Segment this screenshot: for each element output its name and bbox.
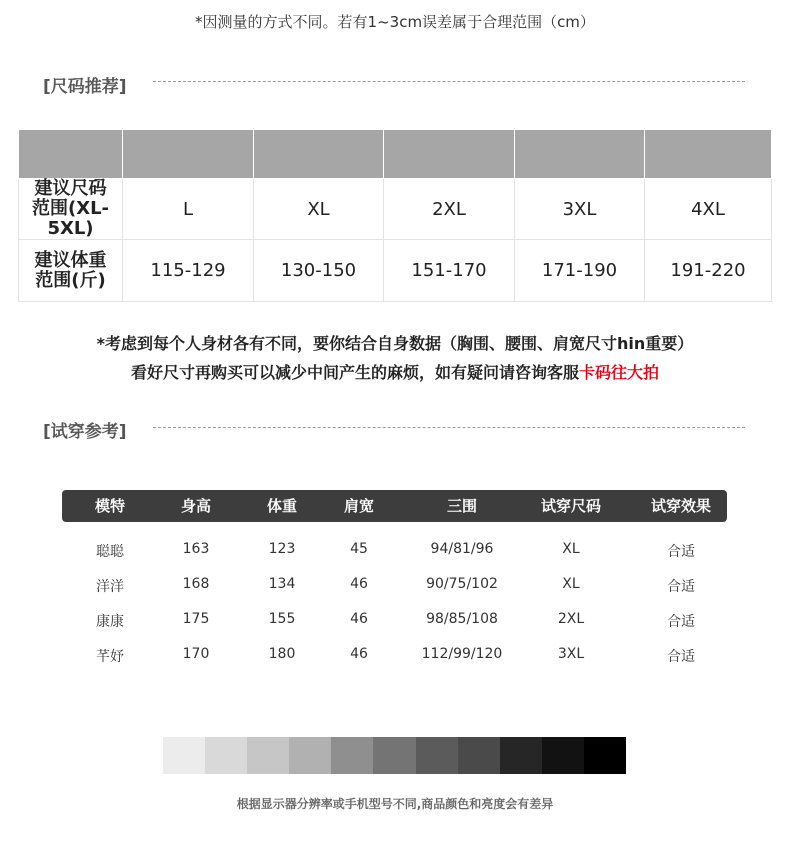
fit-cell: 合适 [667, 579, 695, 595]
body-data-note: *考虑到每个人身材各有不同，要你结合自身数据（胸围、腰围、肩宽尺寸hin重要） [96, 334, 694, 353]
gray-swatch [584, 737, 626, 774]
gray-swatch [542, 737, 584, 774]
gray-swatch [163, 737, 205, 774]
fit-cell: 合适 [667, 649, 695, 665]
gray-swatch [500, 737, 542, 774]
fit-cell: 洋洋 [96, 579, 124, 595]
fit-header-cell: 模特 [94, 497, 126, 515]
fit-header-cell: 试穿效果 [650, 497, 712, 515]
weight-row-label-line2: 范围(斤) [35, 269, 106, 291]
purchase-advice-text: 看好尺寸再购买可以减少中间产生的麻烦，如有疑问请咨询客服 [130, 363, 579, 382]
header-cell [123, 130, 254, 179]
measurement-note: *因测量的方式不同。若有1~3cm误差属于合理范围（cm） [195, 13, 595, 31]
gray-swatch [205, 737, 247, 774]
size-cell: XL [254, 179, 384, 240]
fit-cell: 90/75/102 [426, 576, 498, 592]
fit-cell: 170 [182, 646, 210, 662]
header-cell [384, 130, 515, 179]
fit-cell: 112/99/120 [421, 646, 503, 662]
size-section-title: [尺码推荐] [43, 77, 127, 97]
fit-section-title: [试穿参考] [43, 422, 127, 442]
weight-cell: 191-220 [645, 240, 772, 302]
size-cell: L [123, 179, 254, 240]
fit-table-header [62, 490, 727, 522]
size-section-divider [153, 81, 745, 82]
gray-swatch [247, 737, 289, 774]
fit-cell: 46 [350, 576, 368, 592]
size-row-label-line2: 范围(XL-5XL) [31, 198, 110, 239]
weight-cell: 171-190 [515, 240, 645, 302]
weight-cell: 151-170 [384, 240, 515, 302]
fit-cell: 123 [268, 541, 296, 557]
size-up-highlight: 卡码往大拍 [579, 363, 660, 382]
fit-cell: 46 [350, 646, 368, 662]
header-cell [19, 130, 123, 179]
fit-cell: 2XL [557, 611, 585, 627]
size-table-header-row [19, 130, 772, 179]
weight-row-label-line1: 建议体重 [34, 249, 107, 271]
header-cell [645, 130, 772, 179]
fit-header-cell: 三围 [446, 497, 478, 515]
fit-cell: 180 [268, 646, 296, 662]
fit-cell: 45 [350, 541, 368, 557]
fit-section-divider [153, 427, 745, 428]
fit-cell: 175 [182, 611, 210, 627]
size-cell: 2XL [384, 179, 515, 240]
weight-cell: 115-129 [123, 240, 254, 302]
fit-cell: XL [562, 576, 580, 592]
fit-cell: 94/81/96 [430, 541, 494, 557]
fit-cell: XL [562, 541, 580, 557]
weight-row-label [19, 240, 123, 302]
fit-cell: 3XL [557, 646, 585, 662]
fit-cell: 康康 [96, 614, 124, 630]
size-row-label [19, 179, 123, 240]
fit-cell: 134 [268, 576, 296, 592]
weight-cell: 130-150 [254, 240, 384, 302]
fit-header-cell: 肩宽 [343, 497, 375, 515]
header-cell [515, 130, 645, 179]
purchase-advice-note [0, 360, 790, 383]
gray-swatch [331, 737, 373, 774]
size-cell: 3XL [515, 179, 645, 240]
fit-cell: 合适 [667, 544, 695, 560]
gray-swatch [416, 737, 458, 774]
fit-cell: 163 [182, 541, 210, 557]
gray-swatch [289, 737, 331, 774]
fit-header-cell: 身高 [180, 497, 212, 515]
size-row [19, 179, 772, 240]
fit-cell: 98/85/108 [426, 611, 498, 627]
fit-cell: 168 [182, 576, 210, 592]
fit-cell: 芊妤 [96, 649, 124, 665]
fit-header-cell: 体重 [266, 497, 298, 515]
fit-cell: 46 [350, 611, 368, 627]
gray-swatch [458, 737, 500, 774]
fit-cell: 合适 [667, 614, 695, 630]
size-row-label-line1: 建议尺码 [34, 178, 107, 199]
gray-swatch [373, 737, 415, 774]
display-disclaimer: 根据显示器分辨率或手机型号不同,商品颜色和亮度会有差异 [236, 797, 554, 811]
fit-header-cell: 试穿尺码 [540, 497, 602, 515]
header-cell [254, 130, 384, 179]
size-recommendation-table [18, 129, 772, 302]
fit-cell: 155 [268, 611, 296, 627]
grayscale-calibration-bar [163, 737, 626, 774]
weight-row [19, 240, 772, 302]
fit-cell: 聪聪 [96, 544, 124, 560]
size-cell: 4XL [645, 179, 772, 240]
